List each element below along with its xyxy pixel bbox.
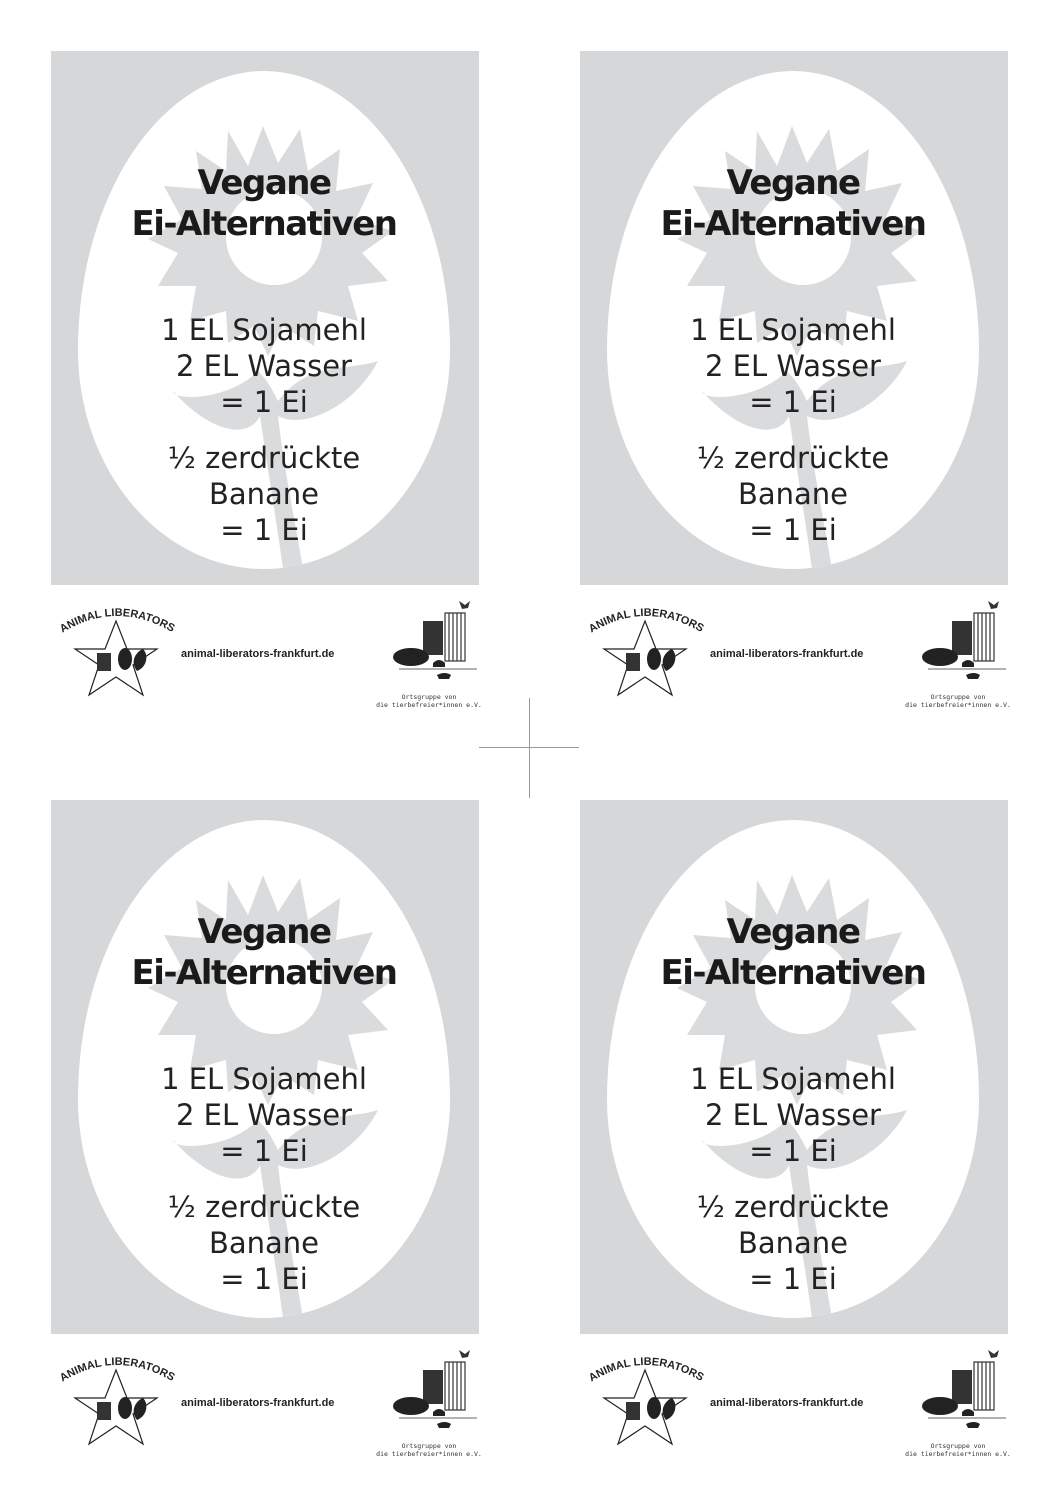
small-animals-icon bbox=[962, 1409, 980, 1428]
paw-icon bbox=[647, 1397, 661, 1419]
svg-text:ANIMAL LIBERATORS: ANIMAL LIBERATORS bbox=[57, 1355, 177, 1385]
recipe2-line1: ½ zerdrückte bbox=[167, 441, 361, 475]
website-link[interactable]: animal-liberators-frankfurt.de bbox=[181, 648, 335, 660]
paw-icon bbox=[118, 1397, 132, 1419]
title-line1: Vegane bbox=[197, 912, 331, 952]
leaf-icon bbox=[134, 649, 147, 671]
cage-block-icon bbox=[952, 1370, 972, 1404]
recipe1-line3: = 1 Ei bbox=[220, 1134, 308, 1168]
pig-icon bbox=[922, 1397, 958, 1415]
animal-liberators-logo bbox=[580, 1348, 710, 1448]
recipe1-line1: 1 EL Sojamehl bbox=[690, 313, 896, 347]
cage-block-icon bbox=[423, 621, 443, 655]
svg-text:ANIMAL LIBERATORS: ANIMAL LIBERATORS bbox=[586, 606, 706, 636]
recipe1-line2: 2 EL Wasser bbox=[176, 1098, 352, 1132]
svg-text:ANIMAL LIBERATORS: ANIMAL LIBERATORS bbox=[57, 606, 177, 636]
title bbox=[78, 912, 450, 994]
title-line2: Ei-Alternativen bbox=[660, 953, 926, 993]
recipe1-line2: 2 EL Wasser bbox=[705, 1098, 881, 1132]
flyer-card bbox=[51, 800, 482, 1480]
fist-icon bbox=[97, 653, 111, 671]
title bbox=[607, 912, 979, 994]
egg-shape bbox=[607, 820, 979, 1318]
recipe1-line2: 2 EL Wasser bbox=[705, 349, 881, 383]
pig-icon bbox=[922, 648, 958, 666]
org-caption: Ortsgruppe von die tierbefreier*innen e.V. bbox=[376, 693, 482, 709]
svg-text:ANIMAL LIBERATORS: ANIMAL LIBERATORS bbox=[586, 1355, 706, 1385]
leaf-icon bbox=[663, 649, 676, 671]
flyer-card bbox=[580, 51, 1011, 731]
org-caption: Ortsgruppe von die tierbefreier*innen e.V. bbox=[905, 1442, 1011, 1458]
leaf-icon bbox=[134, 1398, 147, 1420]
gray-panel bbox=[51, 51, 479, 585]
animal-liberators-logo bbox=[51, 1348, 181, 1448]
title-line2: Ei-Alternativen bbox=[131, 204, 397, 244]
recipe2-line3: = 1 Ei bbox=[749, 1262, 837, 1296]
flyer-card bbox=[51, 51, 482, 731]
recipe2-line3: = 1 Ei bbox=[220, 1262, 308, 1296]
recipe1-line1: 1 EL Sojamehl bbox=[161, 313, 367, 347]
paw-icon bbox=[647, 648, 661, 670]
egg-shape bbox=[78, 71, 450, 569]
leaf-icon bbox=[663, 1398, 676, 1420]
recipe2-line2: Banane bbox=[208, 477, 320, 511]
cage-bars-icon bbox=[974, 613, 994, 661]
website-link[interactable]: animal-liberators-frankfurt.de bbox=[710, 648, 864, 660]
recipe1-line1: 1 EL Sojamehl bbox=[161, 1062, 367, 1096]
recipe2-line1: ½ zerdrückte bbox=[696, 441, 890, 475]
recipe2-line2: Banane bbox=[737, 477, 849, 511]
crop-mark-vertical bbox=[529, 698, 530, 798]
pig-icon bbox=[393, 1397, 429, 1415]
gray-panel bbox=[580, 800, 1008, 1334]
website-link[interactable]: animal-liberators-frankfurt.de bbox=[181, 1397, 335, 1409]
bird-icon bbox=[988, 1350, 999, 1358]
animal-liberators-logo bbox=[580, 599, 710, 699]
bird-icon bbox=[988, 601, 999, 609]
org-caption: Ortsgruppe von die tierbefreier*innen e.V. bbox=[905, 693, 1011, 709]
cage-bars-icon bbox=[445, 1362, 465, 1410]
flyer-card bbox=[580, 800, 1011, 1480]
recipe1-line1: 1 EL Sojamehl bbox=[690, 1062, 896, 1096]
paw-icon bbox=[118, 648, 132, 670]
bird-icon bbox=[459, 1350, 470, 1358]
cage-block-icon bbox=[423, 1370, 443, 1404]
pig-icon bbox=[393, 648, 429, 666]
title-line2: Ei-Alternativen bbox=[660, 204, 926, 244]
recipe2-line2: Banane bbox=[208, 1226, 320, 1260]
fist-icon bbox=[97, 1402, 111, 1420]
bird-icon bbox=[459, 601, 470, 609]
animal-liberators-logo bbox=[51, 599, 181, 699]
title-line1: Vegane bbox=[197, 163, 331, 203]
title-line2: Ei-Alternativen bbox=[131, 953, 397, 993]
recipe1-line3: = 1 Ei bbox=[749, 385, 837, 419]
small-animals-icon bbox=[433, 1409, 451, 1428]
recipe2-line2: Banane bbox=[737, 1226, 849, 1260]
gray-panel bbox=[51, 800, 479, 1334]
fist-icon bbox=[626, 1402, 640, 1420]
egg-shape bbox=[607, 71, 979, 569]
title bbox=[607, 163, 979, 245]
egg-shape bbox=[78, 820, 450, 1318]
recipe1-line3: = 1 Ei bbox=[749, 1134, 837, 1168]
small-animals-icon bbox=[433, 660, 451, 679]
website-link[interactable]: animal-liberators-frankfurt.de bbox=[710, 1397, 864, 1409]
small-animals-icon bbox=[962, 660, 980, 679]
cage-block-icon bbox=[952, 621, 972, 655]
cage-bars-icon bbox=[445, 613, 465, 661]
recipe2-line1: ½ zerdrückte bbox=[167, 1190, 361, 1224]
fist-icon bbox=[626, 653, 640, 671]
title-line1: Vegane bbox=[726, 163, 860, 203]
title bbox=[78, 163, 450, 245]
recipe2-line1: ½ zerdrückte bbox=[696, 1190, 890, 1224]
recipe2-line3: = 1 Ei bbox=[220, 513, 308, 547]
recipe1-line2: 2 EL Wasser bbox=[176, 349, 352, 383]
gray-panel bbox=[580, 51, 1008, 585]
title-line1: Vegane bbox=[726, 912, 860, 952]
recipe2-line3: = 1 Ei bbox=[749, 513, 837, 547]
cage-bars-icon bbox=[974, 1362, 994, 1410]
org-caption: Ortsgruppe von die tierbefreier*innen e.V. bbox=[376, 1442, 482, 1458]
recipe1-line3: = 1 Ei bbox=[220, 385, 308, 419]
